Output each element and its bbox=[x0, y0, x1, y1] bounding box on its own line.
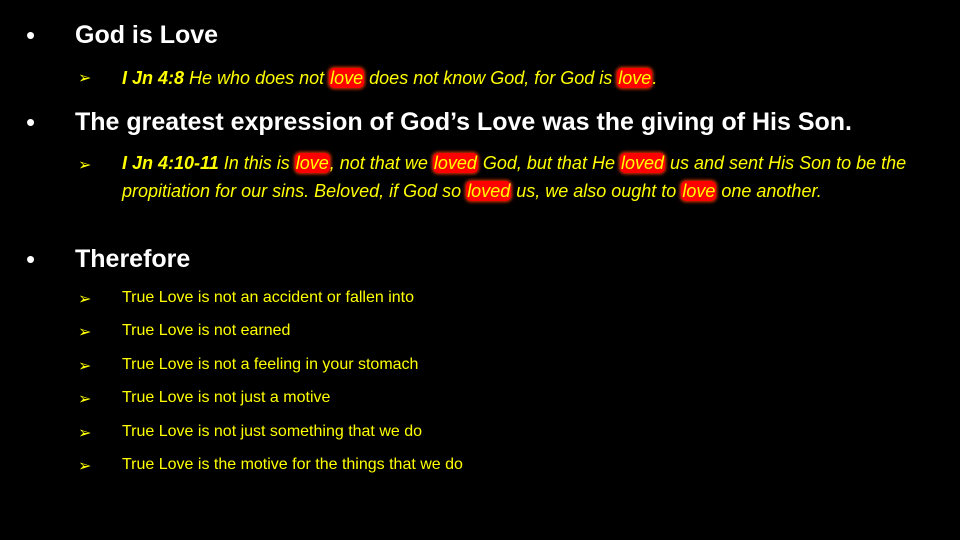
verse-text: us, we also ought to bbox=[511, 181, 682, 201]
verse-text: , not that we bbox=[329, 153, 433, 173]
list-item: True Love is not a feeling in your stomach bbox=[122, 356, 419, 373]
verse-text: . bbox=[652, 68, 658, 88]
bullet-icon: • bbox=[26, 244, 36, 274]
highlighted-word: love bbox=[330, 68, 364, 88]
highlighted-word: love bbox=[618, 68, 652, 88]
verse-reference: I Jn 4:10-11 bbox=[122, 153, 219, 173]
list-item: True Love is not earned bbox=[122, 322, 291, 339]
arrow-bullet-icon: ➢ bbox=[78, 155, 92, 174]
list-item: True Love is not an accident or fallen into bbox=[122, 289, 415, 306]
list-item: True Love is the motive for the things that we do bbox=[122, 456, 463, 473]
highlighted-word: love bbox=[295, 153, 329, 173]
verse-text: In this is bbox=[218, 153, 295, 173]
arrow-bullet-icon: ➢ bbox=[78, 389, 92, 408]
list-item: True Love is not just something that we do bbox=[122, 423, 423, 440]
bullet-icon: • bbox=[26, 20, 36, 50]
arrow-bullet-icon: ➢ bbox=[78, 68, 92, 87]
verse-text: does not know God, for God is bbox=[364, 68, 618, 88]
verse-text: us and sent His Son to be the propitiation for our sins. Beloved, if God so bbox=[122, 153, 907, 201]
highlighted-word: loved bbox=[620, 153, 664, 173]
verse-text: one another. bbox=[716, 181, 822, 201]
heading-greatest-expression: The greatest expression of God’s Love was the giving of His Son. bbox=[75, 108, 853, 136]
highlighted-word: loved bbox=[433, 153, 477, 173]
arrow-bullet-icon: ➢ bbox=[78, 322, 92, 341]
arrow-bullet-icon: ➢ bbox=[78, 423, 92, 442]
bullet-icon: • bbox=[26, 107, 36, 137]
verse-1-john-4-10-11 bbox=[122, 149, 934, 205]
highlighted-word: love bbox=[682, 181, 716, 201]
arrow-bullet-icon: ➢ bbox=[78, 356, 92, 375]
arrow-bullet-icon: ➢ bbox=[78, 289, 92, 308]
verse-1-john-4-8 bbox=[122, 64, 934, 92]
arrow-bullet-icon: ➢ bbox=[78, 456, 92, 475]
verse-reference: I Jn 4:8 bbox=[122, 68, 185, 88]
heading-therefore: Therefore bbox=[75, 245, 191, 273]
highlighted-word: loved bbox=[467, 181, 511, 201]
list-item: True Love is not just a motive bbox=[122, 389, 331, 406]
verse-text: He who does not bbox=[184, 68, 330, 88]
verse-text: God, but that He bbox=[477, 153, 620, 173]
heading-god-is-love: God is Love bbox=[75, 21, 219, 49]
